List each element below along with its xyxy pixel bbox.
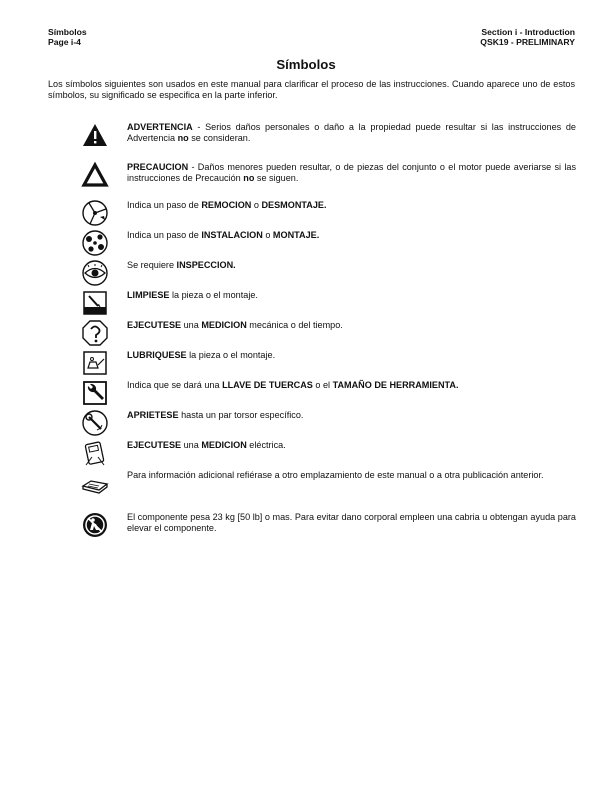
warning-triangle-icon bbox=[80, 120, 110, 150]
lubricate-oilcan-icon bbox=[80, 348, 110, 378]
symbol-description bbox=[127, 230, 576, 241]
reference-book-icon bbox=[80, 468, 110, 498]
bold-term: INSTALACION bbox=[201, 230, 263, 240]
description-text: Se requiere bbox=[127, 260, 177, 270]
symbol-description bbox=[127, 290, 576, 301]
bold-term: ADVERTENCIA bbox=[127, 122, 193, 132]
removal-icon bbox=[80, 198, 110, 228]
intro-paragraph: Los símbolos siguientes son usados en este manual para clarificar el proceso de las instrucciones. Cuando aparece uno de estos símbolos, su significado se especifica en la parte inferior. bbox=[48, 79, 575, 100]
symbol-row-medicion-mecanica bbox=[80, 318, 576, 346]
description-text: El componente pesa 23 kg [50 lb] o mas. Para evitar dano corporal empleen una cabria u obtengan ayuda para elevar el componente. bbox=[127, 512, 576, 533]
description-text: Indica que se dará una bbox=[127, 380, 223, 390]
symbol-row-llave bbox=[80, 378, 576, 406]
description-text: o bbox=[251, 200, 262, 210]
running-header-left bbox=[48, 27, 87, 47]
bold-term: LLAVE DE TUERCAS bbox=[222, 380, 313, 390]
running-header-right bbox=[480, 27, 575, 47]
description-text: se siguen. bbox=[254, 173, 299, 183]
bold-term: TAMAÑO DE HERRAMIENTA. bbox=[332, 380, 459, 390]
cleaning-icon bbox=[80, 288, 110, 318]
symbol-description bbox=[127, 380, 576, 391]
bold-term: PRECAUCION bbox=[127, 162, 189, 172]
symbol-row-limpiese bbox=[80, 288, 576, 316]
bold-term: MEDICION bbox=[201, 320, 247, 330]
symbol-row-medicion-electrica bbox=[80, 438, 576, 466]
bold-term: EJECUTESE bbox=[127, 440, 182, 450]
inspection-eye-icon bbox=[80, 258, 110, 288]
bold-term: REMOCION bbox=[201, 200, 252, 210]
description-text: - Serios daños personales o daño a la propiedad puede resultar si las instrucciones de Advertencia bbox=[127, 122, 576, 143]
header-section-name: Símbolos bbox=[48, 27, 87, 37]
installation-icon bbox=[80, 228, 110, 258]
bold-term: LIMPIESE bbox=[127, 290, 170, 300]
bold-term: MONTAJE. bbox=[272, 230, 320, 240]
bold-term: no bbox=[177, 133, 189, 143]
symbol-description bbox=[127, 512, 576, 534]
description-text: la pieza o el montaje. bbox=[169, 290, 258, 300]
description-text: la pieza o el montaje. bbox=[186, 350, 276, 360]
symbol-row-inspeccion bbox=[80, 258, 576, 286]
mechanical-measurement-icon bbox=[80, 318, 110, 348]
description-text: Indica un paso de bbox=[127, 200, 202, 210]
description-text: eléctrica. bbox=[246, 440, 286, 450]
symbol-row-lubriquese bbox=[80, 348, 576, 376]
wrench-icon bbox=[80, 378, 110, 408]
header-section-title: Section i - Introduction bbox=[481, 27, 575, 37]
header-page-number: Page i-4 bbox=[48, 37, 81, 47]
heavy-lift-icon bbox=[80, 510, 110, 540]
description-text: se consideran. bbox=[188, 133, 251, 143]
electrical-measurement-icon bbox=[80, 438, 110, 468]
bold-term: DESMONTAJE. bbox=[261, 200, 327, 210]
symbol-description bbox=[127, 260, 576, 271]
symbol-row-referencia bbox=[80, 468, 576, 496]
description-text: - Daños menores pueden resultar, o de piezas del conjunto o el motor puede averiarse si las instrucciones de Precaución bbox=[127, 162, 576, 183]
description-text: Para información adicional refiérase a otro emplazamiento de este manual o a otra publicación anterior. bbox=[127, 470, 544, 480]
symbol-description bbox=[127, 162, 576, 184]
symbol-row-apriete bbox=[80, 408, 576, 436]
symbol-description bbox=[127, 350, 576, 361]
bold-term: INSPECCION. bbox=[176, 260, 236, 270]
header-manual-name: QSK19 - PRELIMINARY bbox=[480, 37, 575, 47]
caution-triangle-icon bbox=[80, 160, 110, 190]
symbol-row-advertencia bbox=[80, 120, 576, 148]
bold-term: MEDICION bbox=[201, 440, 247, 450]
symbol-description bbox=[127, 200, 576, 211]
description-text: una bbox=[181, 320, 202, 330]
symbol-row-instalacion bbox=[80, 228, 576, 256]
description-text: o el bbox=[312, 380, 333, 390]
bold-term: no bbox=[243, 173, 255, 183]
symbol-description bbox=[127, 440, 576, 451]
description-text: una bbox=[181, 440, 202, 450]
torque-wrench-icon bbox=[80, 408, 110, 438]
symbol-description bbox=[127, 320, 576, 331]
bold-term: EJECUTESE bbox=[127, 320, 182, 330]
symbol-description bbox=[127, 470, 576, 481]
symbol-row-precaucion bbox=[80, 160, 576, 188]
bold-term: LUBRIQUESE bbox=[127, 350, 187, 360]
description-text: hasta un par torsor específico. bbox=[178, 410, 304, 420]
description-text: Indica un paso de bbox=[127, 230, 202, 240]
page-title: Símbolos bbox=[276, 57, 336, 72]
symbol-description bbox=[127, 122, 576, 144]
symbol-row-remocion bbox=[80, 198, 576, 226]
bold-term: APRIETESE bbox=[127, 410, 179, 420]
description-text: mecánica o del tiempo. bbox=[246, 320, 343, 330]
symbol-row-peso bbox=[80, 510, 576, 538]
description-text: o bbox=[262, 230, 273, 240]
symbol-description bbox=[127, 410, 576, 421]
